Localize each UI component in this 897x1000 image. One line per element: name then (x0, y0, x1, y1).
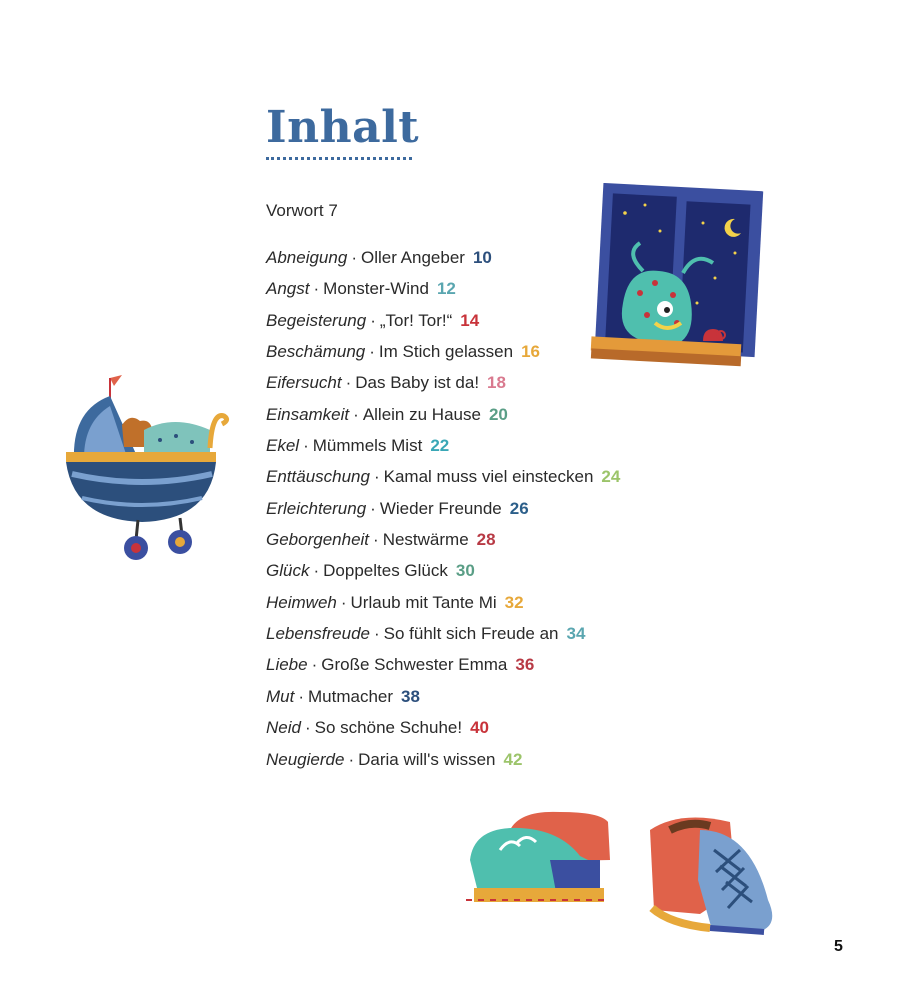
toc-emotion: Neugierde (266, 749, 345, 769)
toc-emotion: Mut (266, 686, 295, 706)
toc-emotion: Erleichterung (266, 498, 367, 518)
toc-separator: · (304, 718, 311, 738)
page-number: 5 (834, 938, 843, 955)
toc-entry[interactable] (266, 309, 620, 340)
toc-entry[interactable] (266, 685, 620, 716)
toc-emotion: Heimweh (266, 592, 337, 612)
toc-story-title: Mutmacher (308, 686, 394, 706)
toc-page-number: 12 (436, 279, 456, 299)
toc-separator: · (353, 404, 359, 424)
toc-separator: · (348, 749, 355, 769)
toc-entry[interactable] (266, 497, 620, 528)
toc-story-title: Monster-Wind (323, 279, 429, 299)
toc-page-number: 32 (504, 592, 524, 612)
toc-separator: · (311, 655, 318, 675)
toc-emotion: Abneigung (266, 248, 348, 267)
toc-page-number: 42 (503, 749, 523, 769)
toc-page-number: 24 (601, 467, 621, 487)
toc-separator: · (303, 436, 309, 456)
toc-page-number: 28 (476, 530, 496, 550)
toc-story-title: „Tor! Tor!“ (379, 310, 453, 330)
toc-entry[interactable] (266, 277, 620, 308)
toc-page-number: 38 (401, 686, 420, 706)
toc-page-number: 14 (460, 310, 480, 330)
toc-page-number: 18 (487, 373, 506, 393)
toc-page-number: 20 (488, 404, 508, 424)
toc-emotion: Geborgenheit (266, 530, 370, 550)
page-title: Inhalt (266, 102, 420, 153)
toc-entry[interactable] (266, 622, 620, 653)
toc-page-number: 36 (515, 655, 535, 675)
toc-separator: · (313, 561, 320, 581)
toc-emotion: Ekel (266, 436, 300, 456)
toc-story-title: Im Stich gelassen (378, 342, 514, 362)
toc-page-number: 40 (470, 718, 490, 738)
toc-emotion: Begeisterung (266, 310, 367, 330)
toc-story-title: Wieder Freunde (379, 498, 502, 518)
toc-entry[interactable] (266, 653, 620, 684)
vorwort-label: Vorwort (266, 201, 324, 220)
toc-emotion: Angst (266, 279, 310, 299)
toc-separator: · (370, 498, 376, 518)
toc-page-number: 22 (430, 436, 450, 456)
toc-separator: · (369, 342, 375, 362)
toc-story-title: So schöne Schuhe! (314, 718, 463, 738)
toc-emotion: Neid (266, 718, 301, 738)
toc-entry[interactable] (266, 371, 620, 402)
toc-vorwort[interactable] (266, 200, 338, 222)
toc-page-number: 16 (521, 342, 541, 362)
toc-emotion: Eifersucht (266, 373, 342, 393)
toc-entry[interactable] (266, 559, 620, 590)
toc-entry[interactable] (266, 748, 620, 779)
toc-entry[interactable] (266, 528, 620, 559)
toc-emotion: Einsamkeit (266, 404, 350, 424)
toc-emotion: Enttäuschung (266, 467, 370, 487)
toc-story-title: Das Baby ist da! (355, 373, 480, 393)
toc-entry[interactable] (266, 591, 620, 622)
toc-page-number: 26 (509, 498, 529, 518)
toc-entry[interactable] (266, 246, 620, 277)
boots-illustration (640, 810, 790, 940)
toc-story-title: So fühlt sich Freude an (383, 624, 559, 644)
table-of-contents (266, 246, 620, 779)
toc-entry[interactable] (266, 716, 620, 747)
toc-page-number: 30 (455, 561, 475, 581)
toc-story-title: Große Schwester Emma (321, 655, 508, 675)
toc-separator: · (340, 592, 347, 612)
toc-story-title: Urlaub mit Tante Mi (350, 592, 497, 612)
toc-story-title: Oller Angeber (360, 248, 465, 267)
toc-page-number: 34 (566, 624, 586, 644)
toc-entry[interactable] (266, 434, 620, 465)
toc-entry[interactable] (266, 465, 620, 496)
toc-emotion: Beschämung (266, 342, 366, 362)
toc-story-title: Daria will's wissen (358, 749, 496, 769)
pram-illustration (62, 370, 237, 565)
toc-separator: · (345, 373, 352, 393)
toc-separator: · (370, 310, 376, 330)
toc-separator: · (313, 279, 320, 299)
monster-window-illustration (585, 183, 770, 383)
toc-story-title: Doppeltes Glück (323, 561, 448, 581)
toc-page-number: 10 (472, 248, 492, 267)
toc-separator: · (298, 686, 305, 706)
toc-story-title: Kamal muss viel einstecken (383, 467, 594, 487)
toc-emotion: Lebensfreude (266, 624, 370, 644)
toc-entry[interactable] (266, 340, 620, 371)
sneakers-illustration (460, 800, 620, 915)
toc-emotion: Liebe (266, 655, 308, 675)
title-underline (266, 157, 412, 160)
toc-separator: · (373, 530, 379, 550)
toc-emotion: Glück (266, 561, 310, 581)
toc-entry[interactable] (266, 403, 620, 434)
toc-story-title: Nestwärme (382, 530, 469, 550)
toc-separator: · (351, 248, 357, 267)
toc-story-title: Mümmels Mist (312, 436, 423, 456)
toc-story-title: Allein zu Hause (362, 404, 481, 424)
vorwort-page: 7 (328, 201, 338, 220)
toc-separator: · (373, 467, 380, 487)
toc-separator: · (373, 624, 380, 644)
